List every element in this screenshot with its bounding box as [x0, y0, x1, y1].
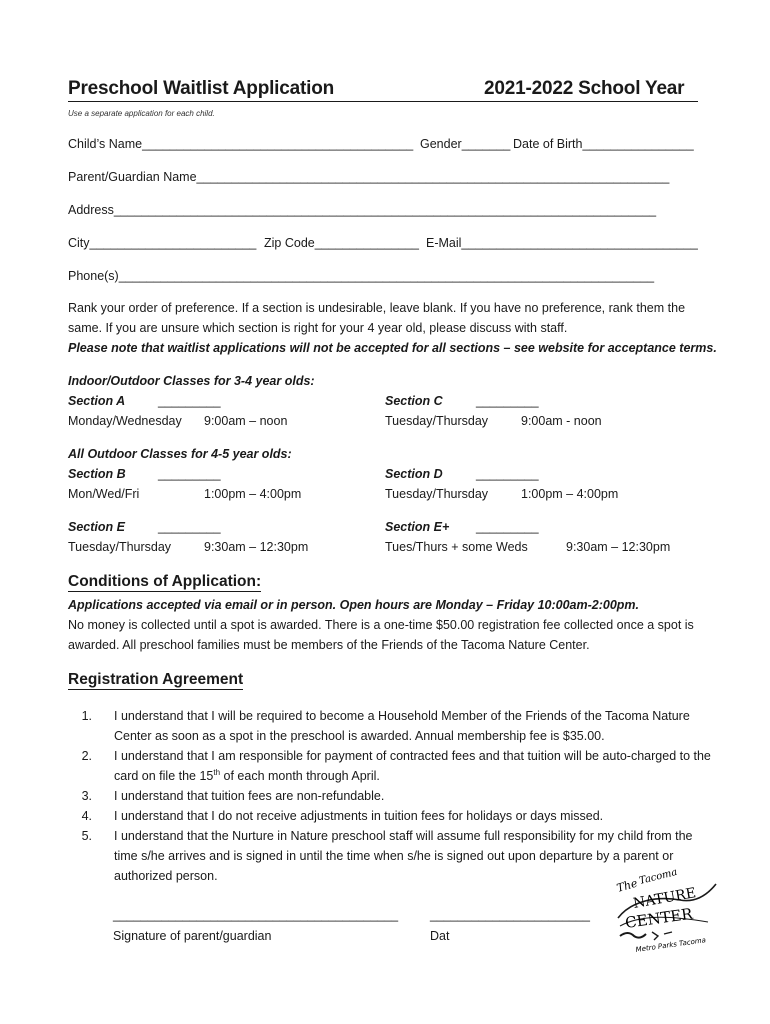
school-year: 2021-2022 School Year	[484, 78, 685, 99]
logo-text-tacoma: Tacoma	[638, 866, 679, 887]
parent-guardian-field[interactable]: Parent/Guardian Name____________________________________________________________________	[68, 170, 670, 184]
date-label: Dat	[430, 929, 450, 943]
preference-instructions: Rank your order of preference. If a section is undesirable, leave blank. If you have no preference, rank them the same. If you are unsure which section is right for your 4 year old, please discuss with staff.	[68, 301, 686, 335]
section-e-rank[interactable]: _________	[158, 520, 221, 534]
page-title: Preschool Waitlist Application	[68, 78, 335, 99]
section-b-time: 1:00pm – 4:00pm	[204, 487, 302, 501]
agreement-item-number: 4.	[81, 809, 92, 823]
conditions-heading: Conditions of Application:	[68, 573, 262, 590]
agreement-item-number: 3.	[81, 789, 92, 803]
section-a-days: Monday/Wednesday	[68, 414, 182, 428]
email-field[interactable]: E-Mail__________________________________	[426, 236, 698, 250]
outdoor-heading: All Outdoor Classes for 4-5 year olds:	[68, 447, 292, 461]
section-a-time: 9:00am – noon	[204, 414, 288, 428]
child-name-field[interactable]: Child’s Name_______________________________________	[68, 137, 414, 151]
section-e-plus-rank[interactable]: _________	[476, 520, 539, 534]
lizard-icon	[652, 932, 672, 940]
agreement-item-text: I understand that tuition fees are non-refundable.	[114, 789, 385, 803]
title-underline	[68, 101, 698, 102]
section-b-name: Section B	[68, 467, 126, 481]
date-of-birth-field[interactable]: Date of Birth________________	[513, 137, 694, 151]
agreement-item-number: 5.	[81, 829, 92, 843]
tacoma-nature-center-logo	[612, 866, 724, 958]
logo-text-center: CENTER	[624, 904, 694, 932]
section-c-rank[interactable]: _________	[476, 394, 539, 408]
registration-agreement-heading: Registration Agreement	[68, 671, 244, 688]
agreement-item-number: 1.	[81, 709, 92, 723]
section-e-days: Tuesday/Thursday	[68, 540, 172, 554]
section-e-plus-time: 9:30am – 12:30pm	[566, 540, 671, 554]
zip-code-field[interactable]: Zip Code_______________	[264, 236, 419, 250]
city-field[interactable]: City________________________	[68, 236, 257, 250]
logo-text-nature: NATURE	[631, 885, 698, 912]
section-d-rank[interactable]: _________	[476, 467, 539, 481]
signature-label: Signature of parent/guardian	[113, 929, 272, 943]
section-b-rank[interactable]: _________	[158, 467, 221, 481]
section-a-name: Section A	[68, 394, 126, 408]
agreement-item-text: I understand that I am responsible for payment of contracted fees and that tuition will be auto-charged to the card on file the 15th of each month through April.	[114, 749, 711, 783]
section-c-days: Tuesday/Thursday	[385, 414, 489, 428]
section-e-time: 9:30am – 12:30pm	[204, 540, 309, 554]
waitlist-note: Please note that waitlist applications will not be accepted for all sections – see website for acceptance terms.	[68, 341, 717, 355]
conditions-text: No money is collected until a spot is awarded. There is a one-time $50.00 registration fee collected once a spot is awarded. All preschool families must be members of the Friends of the Tacoma Nature Center.	[68, 618, 694, 652]
agreement-item-text: I understand that I will be required to become a Household Member of the Friends of the Tacoma Nature Center as soon as a spot in the preschool is awarded. Annual membership fee is $35.00.	[114, 709, 690, 743]
phone-field[interactable]: Phone(s)_____________________________________________________________________________	[68, 269, 655, 283]
section-c-time: 9:00am - noon	[521, 414, 602, 428]
agreement-item-number: 2.	[81, 749, 92, 763]
logo-text-the: The	[615, 876, 639, 895]
logo-tagline: Metro Parks Tacoma	[635, 936, 707, 954]
date-line[interactable]: _______________________	[430, 908, 590, 922]
section-d-name: Section D	[385, 467, 443, 481]
address-field[interactable]: Address______________________________________________________________________________	[68, 203, 657, 217]
section-a-rank[interactable]: _________	[158, 394, 221, 408]
salamander-icon	[620, 933, 646, 938]
agreement-item-text: I understand that the Nurture in Nature preschool staff will assume full responsibility for my child from the time s/he arrives and is signed in until the time when s/he is signed out upon departure by a parent or authorized person.	[114, 829, 693, 883]
section-e-name: Section E	[68, 520, 125, 534]
section-e-plus-name: Section E+	[385, 520, 450, 534]
section-c-name: Section C	[385, 394, 443, 408]
section-b-days: Mon/Wed/Fri	[68, 487, 140, 501]
section-e-plus-days: Tues/Thurs + some Weds	[385, 540, 528, 554]
indoor-heading: Indoor/Outdoor Classes for 3-4 year olds:	[68, 374, 315, 388]
open-hours-note: Applications accepted via email or in person. Open hours are Monday – Friday 10:00am-2:00pm.	[68, 598, 640, 612]
separate-application-note: Use a separate application for each child.	[68, 109, 215, 118]
section-d-days: Tuesday/Thursday	[385, 487, 489, 501]
signature-line[interactable]: _________________________________________	[113, 908, 399, 922]
gender-field[interactable]: Gender_______	[420, 137, 511, 151]
section-d-time: 1:00pm – 4:00pm	[521, 487, 619, 501]
agreement-item-text: I understand that I do not receive adjustments in tuition fees for holidays or days missed.	[114, 809, 604, 823]
